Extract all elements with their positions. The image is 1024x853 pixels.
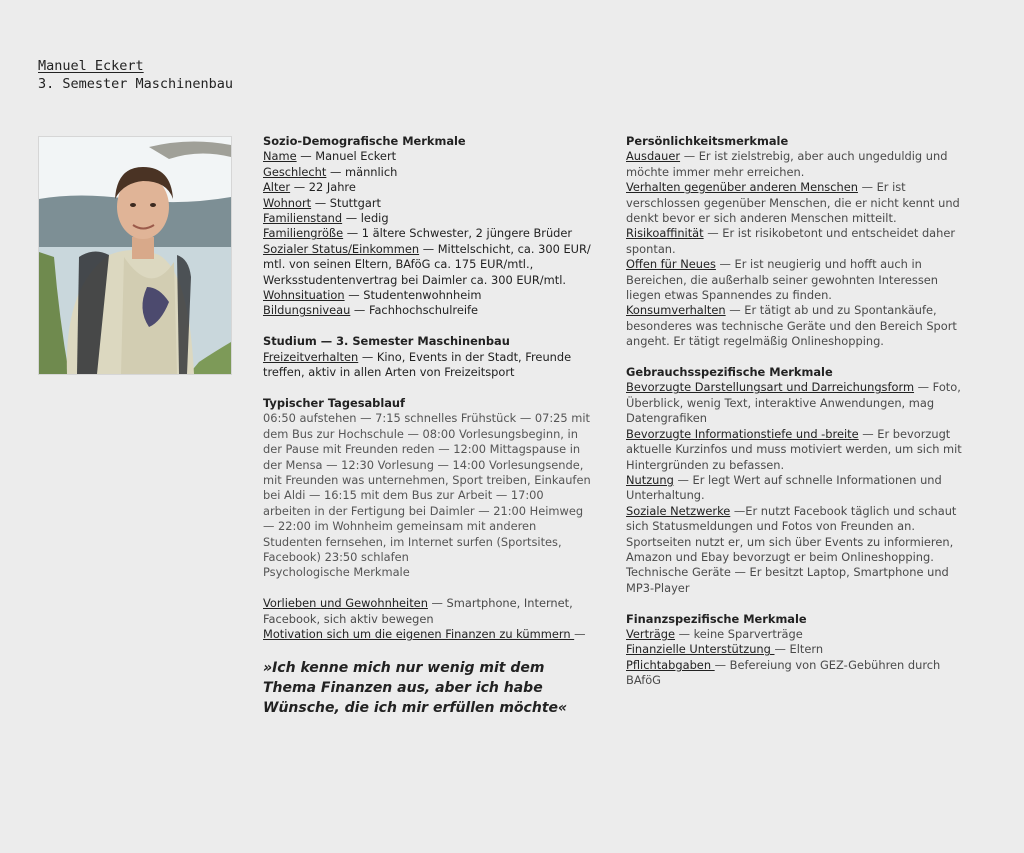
attribute-row xyxy=(263,288,593,303)
attribute-value: — Mittelschicht, ca. 300 EUR/ mtl. von seinen Eltern, BAföG ca. 175 EUR/mtl., Werksstudentenvertrag bei Daimler ca. 300 EUR/mtl. xyxy=(263,241,591,287)
attribute-key: Bevorzugte Informationstiefe und -breite xyxy=(626,426,859,441)
attribute-value: — xyxy=(574,626,586,641)
section-title: Sozio-Demografische Merkmale xyxy=(263,134,466,148)
attribute-row xyxy=(626,257,966,303)
section-title: Gebrauchsspezifische Merkmale xyxy=(626,365,833,380)
persona-column-right xyxy=(626,134,966,704)
attribute-row xyxy=(626,180,966,226)
attribute-key: Wohnort xyxy=(263,195,312,210)
attribute-row xyxy=(626,427,966,473)
studium-section xyxy=(263,334,593,380)
finance-section xyxy=(626,612,966,689)
attribute-key: Soziale Netzwerke xyxy=(626,503,731,518)
attribute-value: — Er ist neugierig und hofft auch in Bereichen, die außerhalb seiner gewohnten Interessen liegen etwas Spannendes zu finden. xyxy=(626,257,938,303)
attribute-value: — Studentenwohnheim xyxy=(344,288,482,303)
attribute-value: — Eltern xyxy=(774,642,824,657)
attribute-key: Nutzung xyxy=(626,472,674,487)
attribute-value: — keine Sparverträge xyxy=(674,626,803,641)
persona-header xyxy=(38,57,233,93)
attribute-value: — männlich xyxy=(326,164,398,179)
attribute-value: — Befereiung von GEZ-Gebühren durch BAföG xyxy=(626,657,941,688)
section-title: Typischer Tagesablauf xyxy=(263,395,405,410)
attribute-key: Sozialer Status/Einkommen xyxy=(263,241,420,256)
attribute-row xyxy=(263,350,593,381)
attribute-value: — Fachhochschulreife xyxy=(350,303,479,318)
daily-routine-text: 06:50 aufstehen — 7:15 schnelles Frühstück — 07:25 mit dem Bus zur Hochschule — 08:00 Vorlesungsbeginn, in der Pause mit Freunden reden — 12:00 Mittagspause in der Mensa — 12:30 Vorlesung — 14:00 Vorlesungsende, mit Freunden was unternehmen, Sport treiben, Einkaufen bei Aldi — 16:15 mit dem Bus zur Arbeit — 17:00 arbeiten in der Fertigung bei Daimler — 21:00 Heimweg — 22:00 im Wohnheim gemeinsam mit anderen Studenten fernsehen, im Internet surfen (Sportsites, Facebook) 23:50 schlafen xyxy=(263,411,591,564)
attribute-key: Familienstand xyxy=(263,211,343,226)
attribute-value: — Stuttgart xyxy=(311,195,381,210)
attribute-key: Freizeitverhalten xyxy=(263,349,359,364)
attribute-row xyxy=(263,165,593,180)
attribute-value: — Manuel Eckert xyxy=(296,149,397,164)
attribute-key: Pflichtabgaben xyxy=(626,657,715,672)
attribute-key: Ausdauer xyxy=(626,149,681,164)
attribute-row xyxy=(263,596,593,627)
attribute-value: — 22 Jahre xyxy=(290,180,356,195)
attribute-row xyxy=(263,180,593,195)
attribute-key: Risikoaffinität xyxy=(626,226,704,241)
attribute-row xyxy=(626,473,966,504)
section-title: Persönlichkeitsmerkmale xyxy=(626,134,789,148)
persona-name: Manuel Eckert xyxy=(38,58,144,74)
attribute-row xyxy=(263,627,593,642)
attribute-key: Verträge xyxy=(626,626,675,641)
persona-quote: »Ich kenne mich nur wenig mit dem Thema Finanzen aus, aber ich habe Wünsche, die ich mir erfüllen möchte« xyxy=(263,659,568,716)
attribute-row xyxy=(626,642,966,657)
personality-section xyxy=(626,134,966,350)
attribute-value: — Er ist verschlossen gegenüber Menschen, die er nicht kennt und denkt bevor er sich anderen Menschen mitteilt. xyxy=(626,180,960,226)
attribute-row xyxy=(626,658,966,689)
psychological-heading: Psychologische Merkmale xyxy=(263,565,410,580)
attribute-row xyxy=(626,380,966,426)
attribute-key: Verhalten gegenüber anderen Menschen xyxy=(626,180,858,195)
attribute-row xyxy=(263,196,593,211)
attribute-value: — Kino, Events in der Stadt, Freunde treffen, aktiv in allen Arten von Freizeitsport xyxy=(263,349,572,380)
socio-demographic-section xyxy=(263,134,593,319)
attribute-row xyxy=(263,149,593,164)
attribute-key: Bildungsniveau xyxy=(263,303,351,318)
attribute-value: — Er ist risikobetont und entscheidet daher spontan. xyxy=(626,226,956,256)
attribute-value: — Er tätigt ab und zu Spontankäufe, besonderes was technische Geräte und den Bereich Sport angeht. Er tätigt regelmäßig Onlineshopping. xyxy=(626,303,957,349)
attribute-key: Name xyxy=(263,149,297,164)
attribute-key: Wohnsituation xyxy=(263,288,345,303)
attribute-row xyxy=(263,211,593,226)
attribute-key: Bevorzugte Darstellungsart und Darreichungsform xyxy=(626,380,915,395)
attribute-key: Motivation sich um die eigenen Finanzen zu kümmern xyxy=(263,626,575,641)
attribute-key: Finanzielle Unterstützung xyxy=(626,642,775,657)
attribute-key: Konsumverhalten xyxy=(626,303,726,318)
attribute-row xyxy=(626,149,966,180)
psychological-section xyxy=(263,596,593,642)
section-title: Finanzspezifische Merkmale xyxy=(626,611,807,626)
attribute-value: — Smartphone, Internet, Facebook, sich aktiv bewegen xyxy=(263,596,573,626)
attribute-key: Alter xyxy=(263,180,291,195)
attribute-row xyxy=(263,242,593,288)
daily-routine-section xyxy=(263,396,593,581)
attribute-row xyxy=(626,303,966,349)
attribute-key: Vorlieben und Gewohnheiten xyxy=(263,596,428,611)
attribute-row xyxy=(626,226,966,257)
attribute-value: — ledig xyxy=(342,211,389,226)
attribute-key: Offen für Neues xyxy=(626,257,716,272)
persona-column-left xyxy=(263,134,593,718)
attribute-value: —Er nutzt Facebook täglich und schaut sich Statusmeldungen und Fotos von Freunden an. Sportseiten nutzt er, um sich über Events zu informieren, Amazon und Ebay bevorzugt er beim Onlineshopping. xyxy=(626,503,957,564)
persona-photo xyxy=(38,136,232,375)
attribute-row-plain: Technische Geräte — Er besitzt Laptop, Smartphone und MP3-Player xyxy=(626,565,949,595)
portrait-image xyxy=(39,137,231,374)
attribute-key: Geschlecht xyxy=(263,164,327,179)
attribute-key: Familiengröße xyxy=(263,226,344,241)
attribute-value: — Er legt Wert auf schnelle Informationen und Unterhaltung. xyxy=(626,472,942,503)
attribute-value: — 1 ältere Schwester, 2 jüngere Brüder xyxy=(343,226,573,241)
section-title: Studium — 3. Semester Maschinenbau xyxy=(263,334,510,349)
attribute-row xyxy=(626,504,966,566)
usage-section xyxy=(626,365,966,596)
attribute-value: — Er bevorzugt aktuelle Kurzinfos und muss motiviert werden, um sich mit Hintergründen zu befassen. xyxy=(626,426,962,472)
attribute-row xyxy=(263,226,593,241)
attribute-row xyxy=(626,627,966,642)
attribute-row xyxy=(263,303,593,318)
attribute-value: — Er ist zielstrebig, aber auch ungeduldig und möchte immer mehr erreichen. xyxy=(626,149,948,179)
attribute-value: — Foto, Überblick, wenig Text, interaktive Anwendungen, mag Datengrafiken xyxy=(626,380,961,426)
persona-subtitle: 3. Semester Maschinenbau xyxy=(38,76,234,92)
